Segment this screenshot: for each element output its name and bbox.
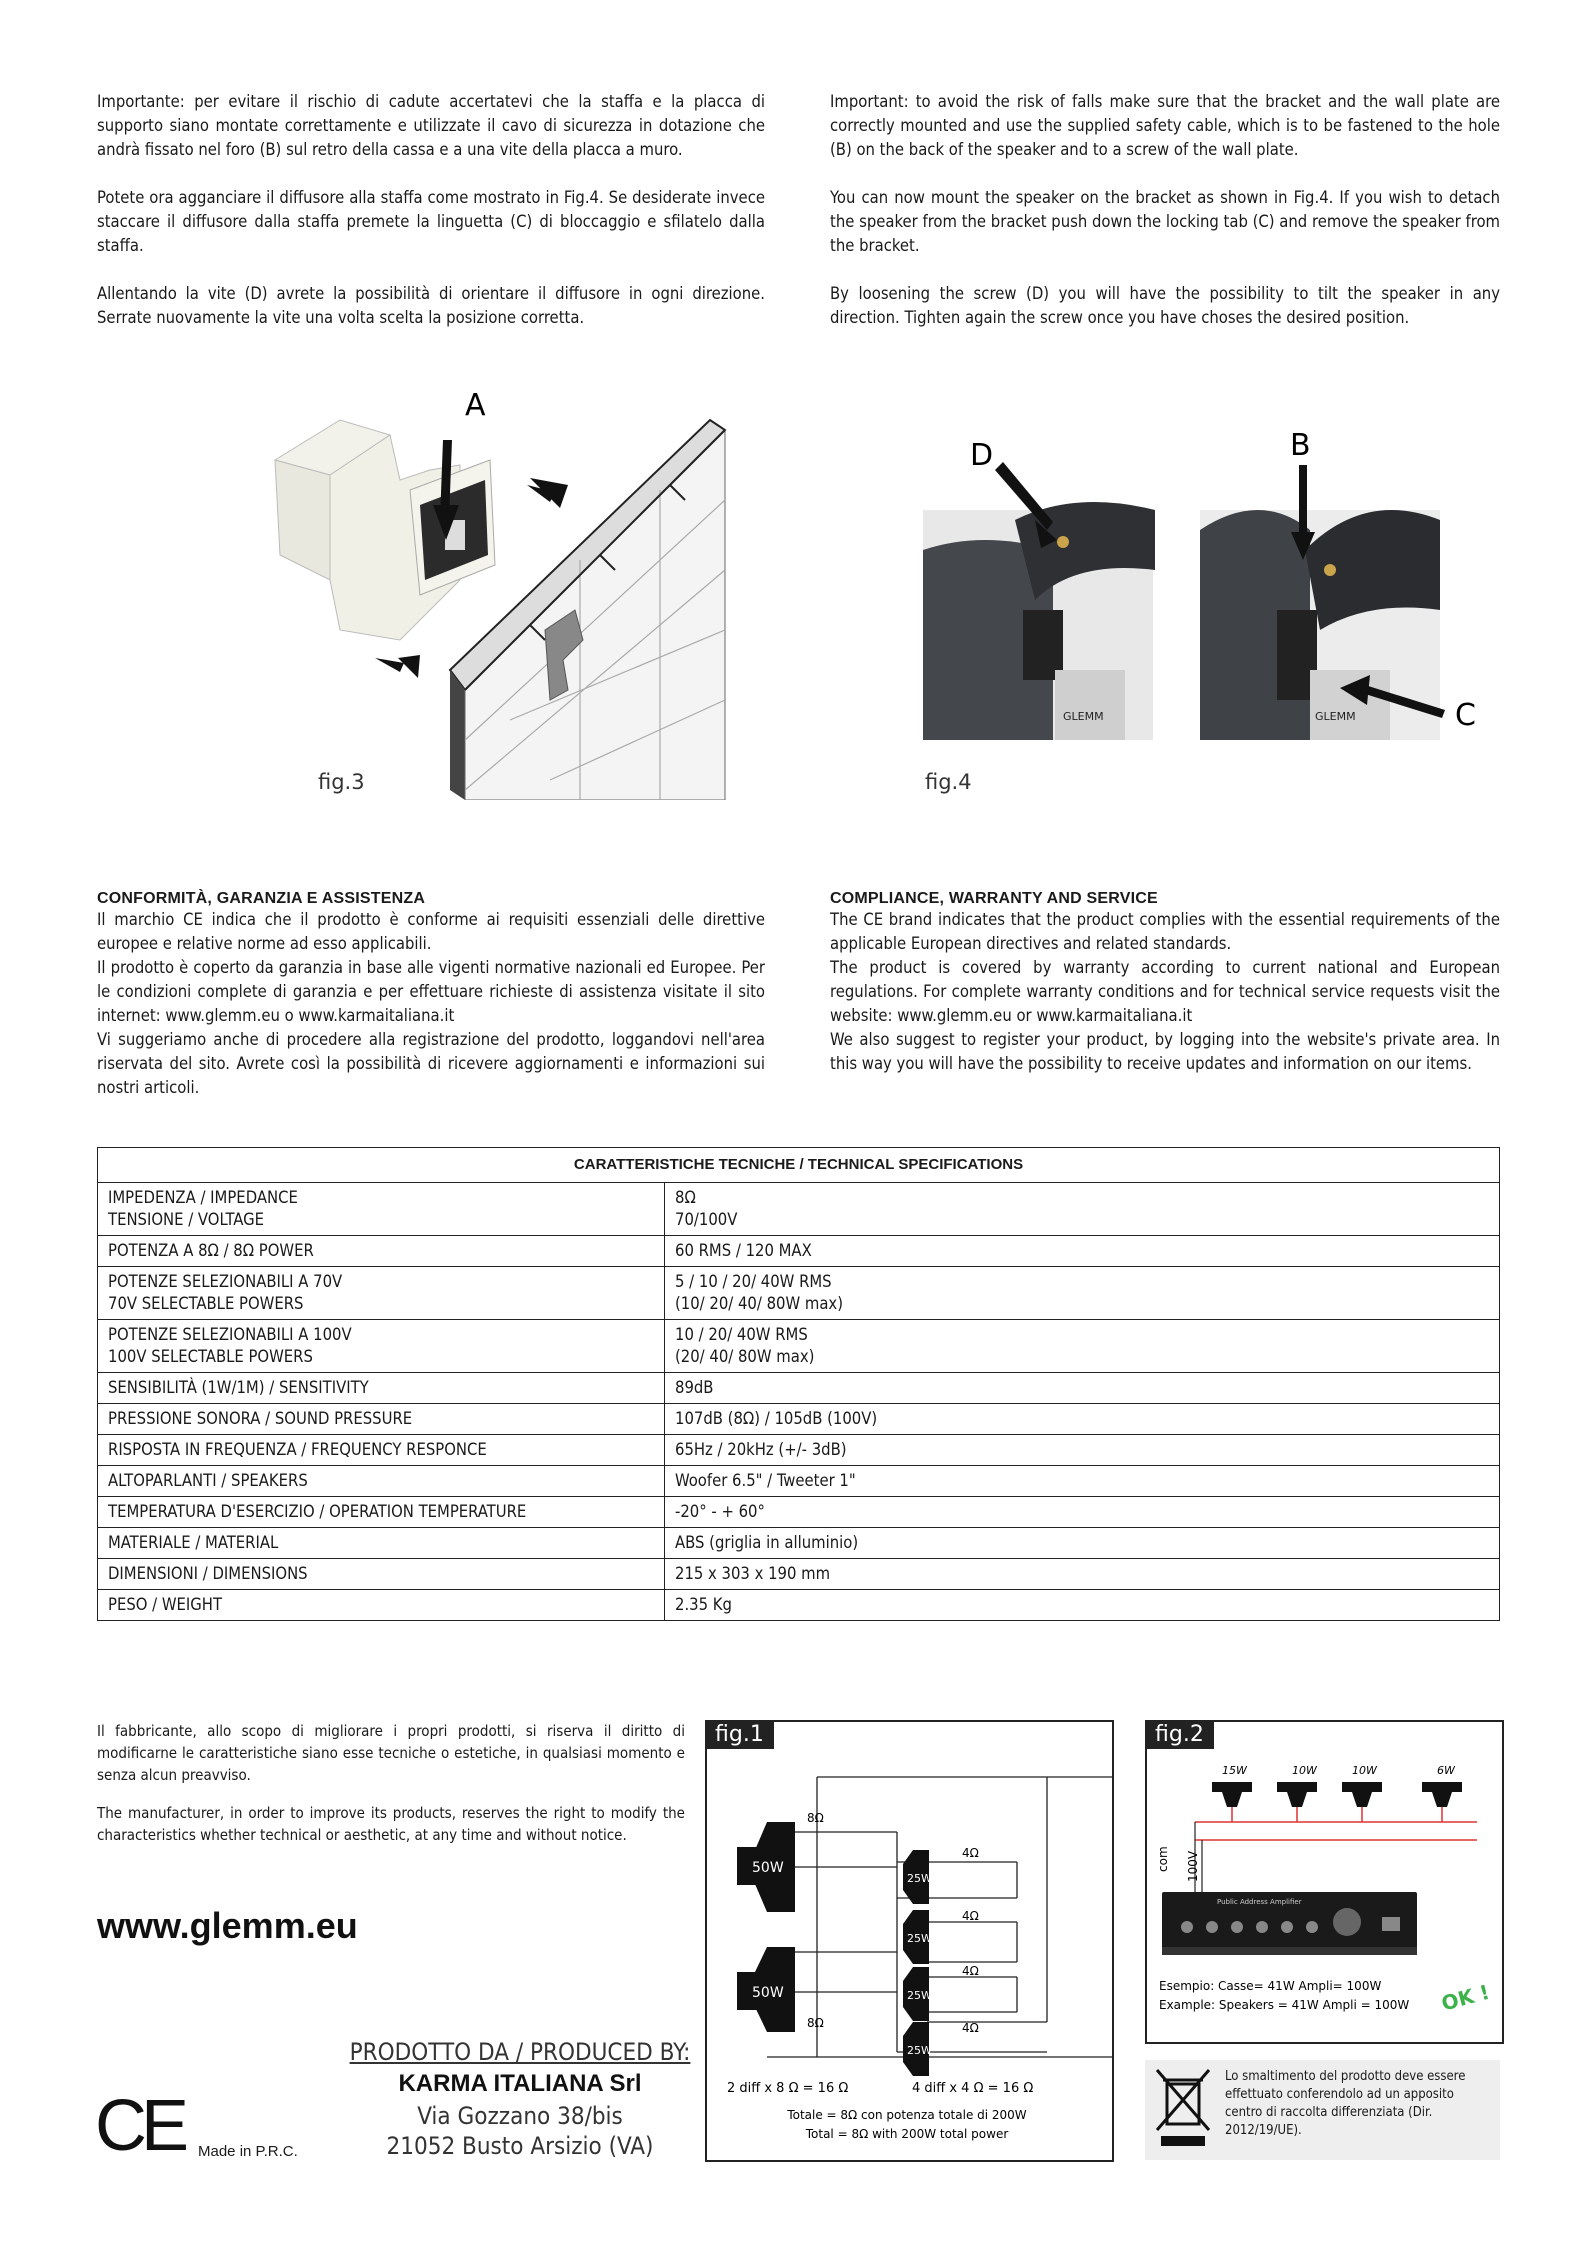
compliance-it-p1: Il marchio CE indica che il prodotto è conforme ai requisiti essenziali delle direttive europee e relative norme ad esso applicabili. [97,910,765,953]
spec-key: 70V SELECTABLE POWERS [108,1294,304,1313]
intro-en [830,90,1500,354]
made-in-label: Made in P.R.C. [198,2143,298,2160]
compliance-it [97,890,765,1100]
fig1-ohm4-2: 4Ω [962,1909,979,1923]
fig1-ohm4-4: 4Ω [962,2021,979,2035]
fig2-100v-label: 100V [1186,1850,1200,1882]
table-row [98,1466,1500,1497]
weee-box [1145,2060,1500,2160]
intro-en-p2: You can now mount the speaker on the bracket as shown in Fig.4. If you wish to detach the speaker from the bracket push down the locking tab (C) and remove the speaker from the bracket. [830,188,1500,255]
table-row [98,1236,1500,1267]
spec-value: (10/ 20/ 40/ 80W max) [675,1294,844,1313]
disclaimer-en: The manufacturer, in order to improve its products, reserves the right to modify the characteristics whether technical or aesthetic, at any time and without notice. [97,1804,685,1844]
spec-key: ALTOPARLANTI / SPEAKERS [98,1466,665,1497]
fig1-ohm8-top: 8Ω [807,1811,824,1825]
ce-mark: CE [95,2086,184,2166]
table-row [98,1404,1500,1435]
fig2-box [1145,1720,1504,2044]
fig4-caption: fig.4 [925,770,972,794]
fig2-watt-1: 15W [1222,1764,1247,1777]
spec-key: RISPOSTA IN FREQUENZA / FREQUENCY RESPONCE [98,1435,665,1466]
spec-table [97,1147,1500,1621]
spec-key: 100V SELECTABLE POWERS [108,1347,313,1366]
disclaimer-it: Il fabbricante, allo scopo di migliorare i propri prodotti, si riserva il diritto di modificarne le caratteristiche siano esse tecniche o estetiche, in qualsiasi momento e senza alcun preavviso. [97,1722,685,1784]
spec-key: POTENZA A 8Ω / 8Ω POWER [98,1236,665,1267]
fig2-example-en: Example: Speakers = 41W Ampli = 100W [1159,1998,1410,2012]
spec-key: TENSIONE / VOLTAGE [108,1210,265,1229]
fig1-spk2: 25W [907,1932,932,1945]
fig1-woofer-bot-label: 50W [752,1985,784,2001]
spec-value: 107dB (8Ω) / 105dB (100V) [665,1404,1500,1435]
fig1-spk1: 25W [907,1872,932,1885]
spec-value: 2.35 Kg [665,1590,1500,1621]
compliance-it-title: CONFORMITÀ, GARANZIA E ASSISTENZA [97,890,426,907]
fig2-watt-2: 10W [1292,1764,1317,1777]
compliance-en-p3: We also suggest to register your product, by logging into the website's private area. In this way you will have the possibility to receive updates and information on our items. [830,1030,1500,1073]
fig2-example-it: Esempio: Casse= 41W Ampli= 100W [1159,1979,1382,1993]
intro-it [97,90,765,354]
spec-key: POTENZE SELEZIONABILI A 70V [108,1272,343,1291]
spec-key: IMPEDENZA / IMPEDANCE [108,1188,298,1207]
fig1-formula-left: 2 diff x 8 Ω = 16 Ω [727,2081,849,2096]
address-line1: Via Gozzano 38/bis [417,2102,623,2130]
fig3-caption: fig.3 [318,770,365,794]
compliance-en [830,890,1500,1076]
spec-key: DIMENSIONI / DIMENSIONS [98,1559,665,1590]
spec-key: POTENZE SELEZIONABILI A 100V [108,1325,352,1344]
table-row [98,1590,1500,1621]
spec-value: 89dB [665,1373,1500,1404]
producer-block [345,2038,695,2160]
table-row [98,1559,1500,1590]
compliance-en-title: COMPLIANCE, WARRANTY AND SERVICE [830,890,1158,907]
address-line2: 21052 Busto Arsizio (VA) [386,2132,654,2160]
spec-key: PESO / WEIGHT [98,1590,665,1621]
fig1-total-it: Totale = 8Ω con potenza totale di 200W [787,2108,1027,2122]
spec-value: 60 RMS / 120 MAX [665,1236,1500,1267]
company-name: KARMA ITALIANA Srl [398,2070,642,2097]
fig1-spk4: 25W [907,2044,932,2057]
fig1-spk3: 25W [907,1989,932,2002]
fig1-ohm4-1: 4Ω [962,1846,979,1860]
compliance-it-p3: Vi suggeriamo anche di procedere alla registrazione del prodotto, loggandovi nell'area riservata del sito. Avrete così la possibilità di ricevere aggiornamenti e informazioni sui nostri articoli. [97,1030,765,1097]
spec-key: MATERIALE / MATERIAL [98,1528,665,1559]
spec-key: SENSIBILITÀ (1W/1M) / SENSITIVITY [98,1373,665,1404]
disclaimer [97,1720,685,1862]
spec-value: Woofer 6.5" / Tweeter 1" [665,1466,1500,1497]
spec-value: 215 x 303 x 190 mm [665,1559,1500,1590]
fig2-watt-4: 6W [1437,1764,1455,1777]
spec-value: 5 / 10 / 20/ 40W RMS [675,1272,832,1291]
fig4-brand-right: GLEMM [1315,710,1356,723]
intro-it-p1: Importante: per evitare il rischio di cadute accertatevi che la staffa e la placca di supporto siano montate correttamente e utilizzate il cavo di sicurezza in dotazione che andrà fissato nel foro (B) sul retro della cassa e a una vite della placca a muro. [97,92,765,159]
spec-value: 8Ω [675,1188,696,1207]
spec-value: 10 / 20/ 40W RMS [675,1325,808,1344]
table-row [98,1528,1500,1559]
compliance-en-p1: The CE brand indicates that the product complies with the essential requirements of the applicable European directives and related standards. [830,910,1500,953]
table-row [98,1320,1500,1373]
produced-by-label: PRODOTTO DA / PRODUCED BY: [349,2038,691,2066]
table-row [98,1497,1500,1528]
fig1-box [705,1720,1114,2162]
spec-key: TEMPERATURA D'ESERCIZIO / OPERATION TEMPERATURE [98,1497,665,1528]
compliance-it-p2: Il prodotto è coperto da garanzia in base alle vigenti normative nazionali ed Europee. Per le condizioni complete di garanzia e per effettuare richieste di assistenza visitate il sito internet: www.glemm.eu o www.karmaitaliana.it [97,958,765,1025]
spec-table-title: CARATTERISTICHE TECNICHE / TECHNICAL SPECIFICATIONS [98,1148,1500,1183]
table-row [98,1435,1500,1466]
website-link[interactable]: www.glemm.eu [97,1905,358,1946]
fig4-label-d: D [970,438,994,473]
fig2-ok-label: OK ! [1438,1979,1493,2016]
fig2-watt-3: 10W [1352,1764,1377,1777]
fig1-diagram [707,1722,1112,2160]
fig3-label-a: A [465,388,486,423]
table-row [98,1373,1500,1404]
fig4-brand-left: GLEMM [1063,710,1104,723]
intro-it-p3: Allentando la vite (D) avrete la possibilità di orientare il diffusore in ogni direzione. Serrate nuovamente la vite una volta scelta la posizione corretta. [97,284,765,327]
fig1-label: fig.1 [705,1720,774,1749]
spec-value: (20/ 40/ 80W max) [675,1347,815,1366]
intro-it-p2: Potete ora agganciare il diffusore alla staffa come mostrato in Fig.4. Se desiderate invece staccare il diffusore dalla staffa premete la linguetta (C) di bloccaggio e sfilatelo dalla staffa. [97,188,765,255]
weee-text: Lo smaltimento del prodotto deve essere effettuato conferendolo ad un apposito centro di raccolta differenziata (Dir. 2012/19/UE). [1225,2069,1466,2138]
fig1-ohm8-bot: 8Ω [807,2016,824,2030]
fig4-label-b: B [1290,428,1311,463]
fig1-woofer-top-label: 50W [752,1860,784,1876]
fig2-label: fig.2 [1145,1720,1214,1749]
spec-value: -20° - + 60° [665,1497,1500,1528]
spec-value: ABS (griglia in alluminio) [665,1528,1500,1559]
fig2-diagram [1147,1722,1502,2042]
weee-bin-icon [1153,2066,1215,2152]
fig4-illustration [915,420,1495,750]
spec-value: 65Hz / 20kHz (+/- 3dB) [665,1435,1500,1466]
fig2-com-label: com [1156,1846,1170,1872]
fig3-illustration [250,380,730,800]
fig2-amp-title: Public Address Amplifier [1217,1898,1302,1906]
fig1-formula-right: 4 diff x 4 Ω = 16 Ω [912,2081,1034,2096]
table-row [98,1183,1500,1236]
compliance-en-p2: The product is covered by warranty according to current national and European regulations. For complete warranty conditions and for technical service requests visit the website: www.glemm.eu or www.karmaitaliana.it [830,958,1500,1025]
intro-en-p1: Important: to avoid the risk of falls make sure that the bracket and the wall plate are correctly mounted and use the supplied safety cable, which is to be fastened to the hole (B) on the back of the speaker and to a screw of the wall plate. [830,92,1500,159]
table-row [98,1267,1500,1320]
fig4-label-c: C [1455,698,1476,733]
spec-value: 70/100V [675,1210,738,1229]
spec-key: PRESSIONE SONORA / SOUND PRESSURE [98,1404,665,1435]
fig1-total-en: Total = 8Ω with 200W total power [805,2127,1009,2141]
intro-en-p3: By loosening the screw (D) you will have the possibility to tilt the speaker in any direction. Tighten again the screw once you have choses the desired position. [830,284,1500,327]
fig1-ohm4-3: 4Ω [962,1964,979,1978]
